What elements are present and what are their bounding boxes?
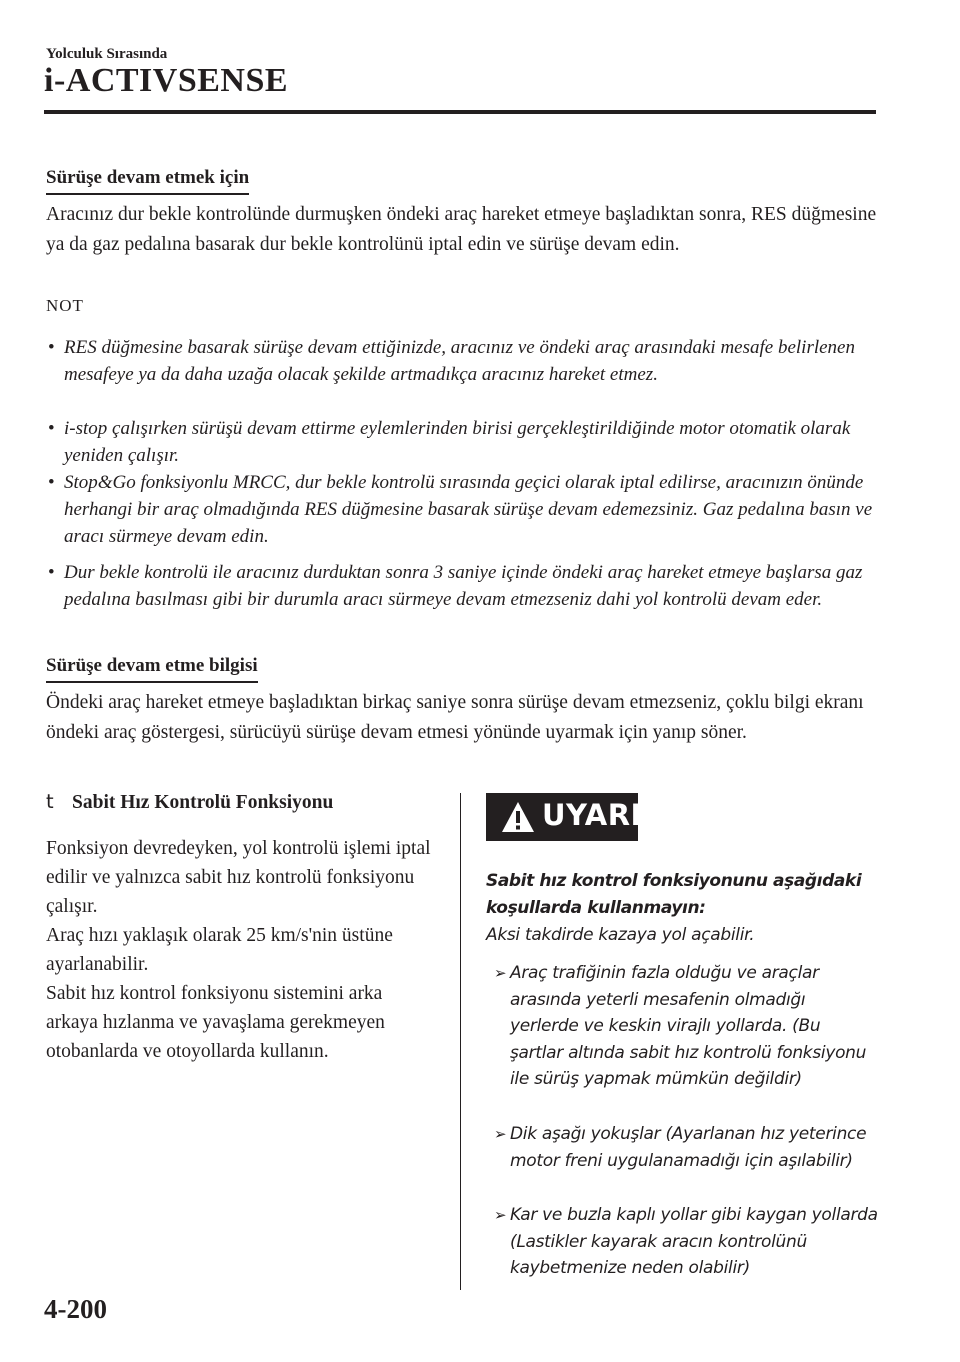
chapter-title: i-ACTIVSENSE bbox=[44, 62, 289, 99]
subsection-marker-icon: t bbox=[46, 790, 54, 813]
warning-item-text: Araç trafiğinin fazla olduğu ve araçlar arasında yeterli mesafenin olmadığı yerlerde ve keskin virajlı yollarda. (Bu şartlar altında sabit hız kontrolü fonksiyonu ile sürüş yapmak mümkün değildir) bbox=[510, 963, 867, 1089]
warning-item bbox=[494, 1202, 878, 1282]
subsection-body bbox=[46, 834, 436, 1066]
arrow-bullet-icon: ➢ bbox=[494, 964, 507, 982]
section-title-resume-info: Sürüşe devam etme bilgisi bbox=[46, 654, 258, 683]
note-item bbox=[48, 469, 884, 550]
page-number: 4-200 bbox=[44, 1294, 107, 1324]
bullet-dot: • bbox=[48, 418, 55, 439]
note-item bbox=[48, 334, 884, 388]
warning-subtext: Aksi takdirde kazaya yol açabilir. bbox=[486, 925, 755, 945]
bullet-dot: • bbox=[48, 472, 55, 493]
warning-item-text: Dik aşağı yokuşlar (Ayarlanan hız yeterince motor freni uygulanamadığı için aşılabilir) bbox=[510, 1124, 867, 1171]
section-body-resume-info: Öndeki araç hareket etmeye başladıktan birkaç saniye sonra sürüşe devam etmezseniz, çoklu bilgi ekranı öndeki araç göstergesi, sürücüyü sürüşe devam etmesi yönünde uyarmak için yanıp söner. bbox=[46, 692, 864, 743]
section-title-resume-driving: Sürüşe devam etmek için bbox=[46, 166, 249, 195]
subsection-text: Fonksiyon devredeyken, yol kontrolü işlemi iptal edilir ve yalnızca sabit hız kontrolü fonksiyonu çalışır. Araç hızı yaklaşık olarak 25 km/s'nin üstüne ayarlanabilir. Sabit hız kontrol fonksiyonu sistemini arka arkaya hızlanma ve yavaşlama gerekmeyen otobanlarda ve otoyollarda kullanın. bbox=[46, 838, 431, 1062]
warning-item-text: Kar ve buzla kaplı yollar gibi kaygan yollarda (Lastikler kayarak aracın kontrolünü kaybetmenize neden olabilir) bbox=[510, 1205, 878, 1278]
warning-item bbox=[494, 1121, 878, 1174]
arrow-bullet-icon: ➢ bbox=[494, 1125, 507, 1143]
note-item-text: RES düğmesine basarak sürüşe devam ettiğinizde, aracınız ve öndeki araç arasındaki mesafe belirlenen mesafeye ya da daha uzağa olacak şekilde artmadıkça aracınız hareket etmez. bbox=[64, 337, 855, 385]
note-item bbox=[48, 415, 884, 469]
warning-label: UYARI bbox=[542, 798, 642, 832]
bullet-dot: • bbox=[48, 562, 55, 583]
breadcrumb: Yolculuk Sırasında bbox=[46, 46, 168, 62]
warning-box bbox=[486, 793, 642, 841]
column-divider bbox=[460, 793, 461, 1290]
note-item-text: Stop&Go fonksiyonlu MRCC, dur bekle kontrolü sırasında geçici olarak iptal edilirse, aracınızın önünde herhangi bir araç olmadığında RES düğmesine basarak sürüşe devam edemezsiniz. Gaz pedalına basın ve aracı sürmeye devam edin. bbox=[64, 472, 873, 547]
note-item bbox=[48, 559, 884, 613]
section-body-resume-driving: Aracınız dur bekle kontrolünde durmuşken öndeki araç hareket etmeye başladıktan sonra, RES düğmesine ya da gaz pedalına basarak dur bekle kontrolünü iptal edin ve sürüşe devam edin. bbox=[46, 204, 877, 255]
subsection-title bbox=[46, 790, 333, 814]
note-label: NOT bbox=[46, 296, 84, 315]
bullet-dot: • bbox=[48, 337, 55, 358]
subsection-title-text: Sabit Hız Kontrolü Fonksiyonu bbox=[72, 792, 334, 813]
warning-heading: Sabit hız kontrol fonksiyonunu aşağıdaki koşullarda kullanmayın: bbox=[486, 871, 862, 918]
arrow-bullet-icon: ➢ bbox=[494, 1206, 507, 1224]
warning-item bbox=[494, 960, 878, 1093]
note-item-text: i-stop çalışırken sürüşü devam ettirme eylemlerinden birisi gerçekleştirildiğinde motor otomatik olarak yeniden çalışır. bbox=[64, 418, 851, 466]
note-item-text: Dur bekle kontrolü ile aracınız durduktan sonra 3 saniye içinde öndeki araç hareket etmeye başlarsa gaz pedalına basılması gibi bir durumla aracı sürmeye devam etmezseniz dahi yol kontrolü devam eder. bbox=[64, 562, 863, 610]
header-rule bbox=[44, 110, 876, 114]
warning-triangle-icon bbox=[500, 800, 536, 834]
